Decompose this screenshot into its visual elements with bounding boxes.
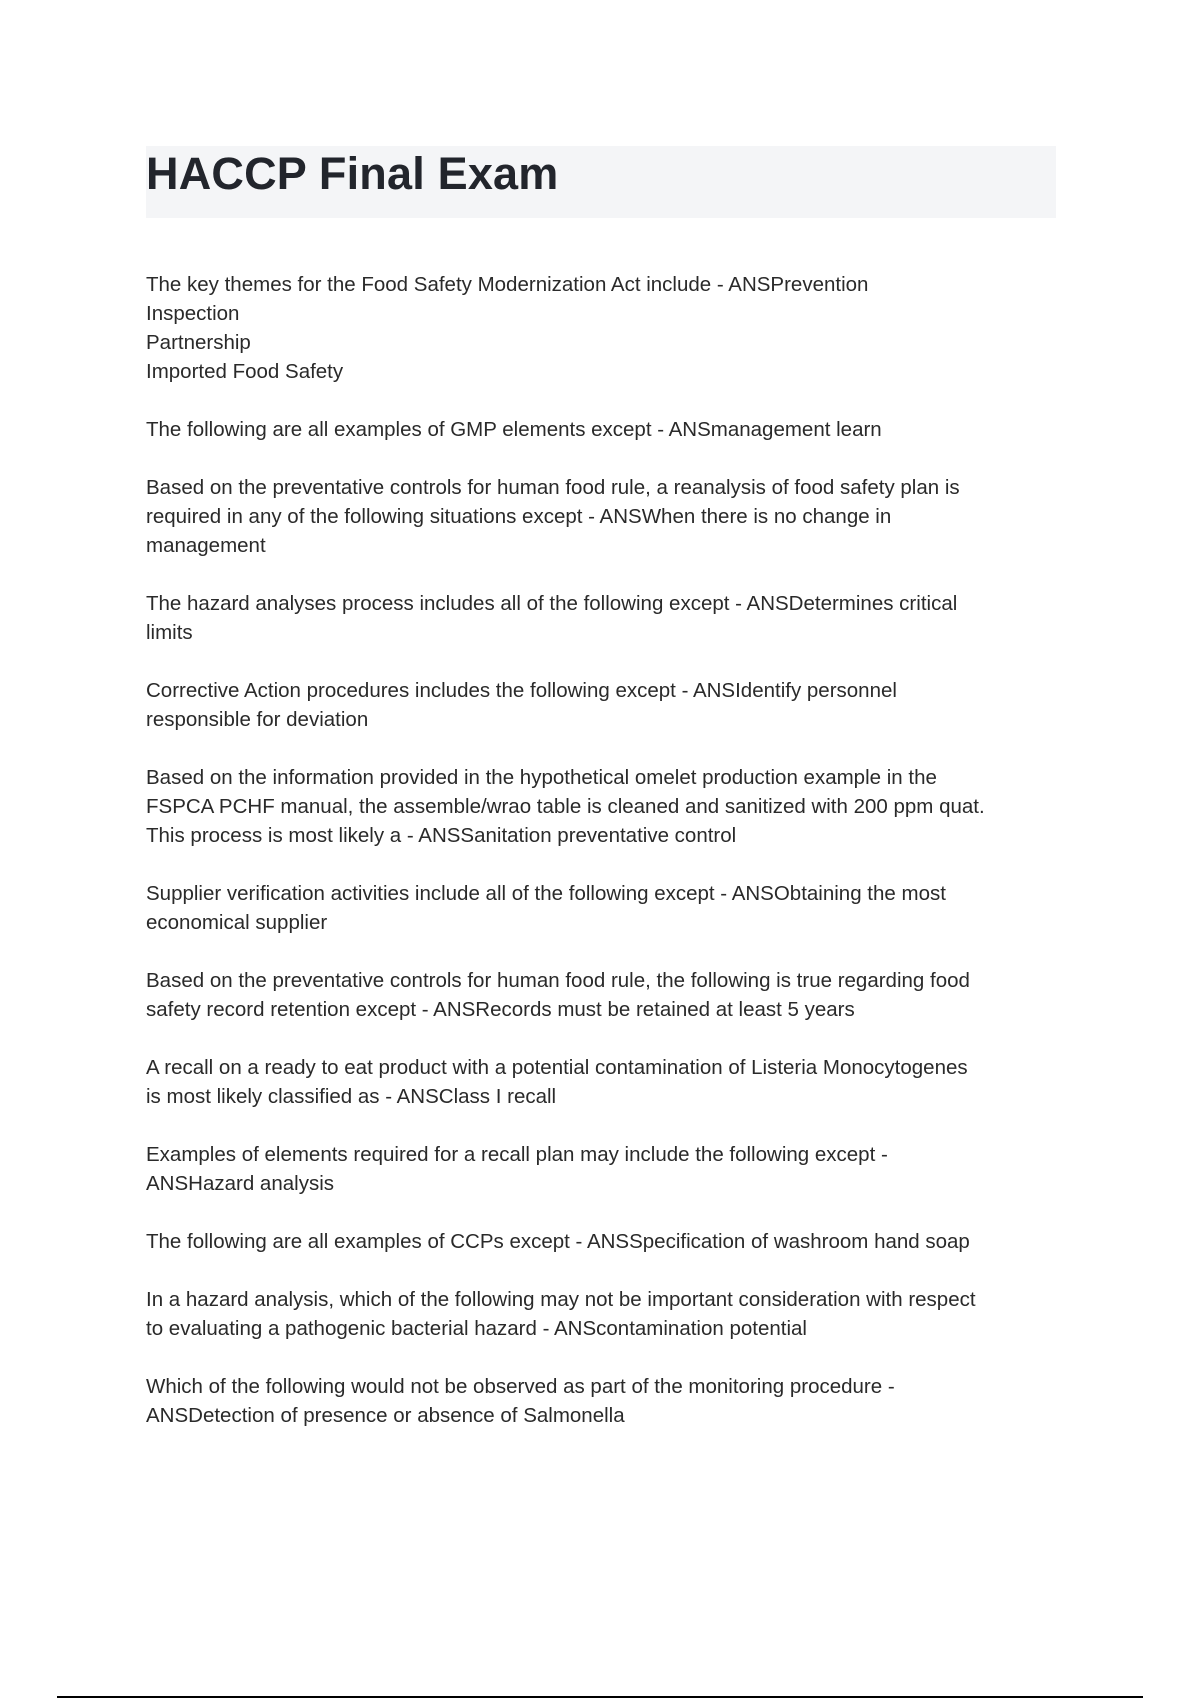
qa-line: safety record retention except - ANSRecords must be retained at least 5 years xyxy=(146,998,855,1021)
qa-item xyxy=(146,473,1066,560)
qa-line: limits xyxy=(146,621,193,644)
qa-line: Based on the preventative controls for human food rule, the following is true regarding food xyxy=(146,969,970,992)
qa-item xyxy=(146,1053,1066,1111)
qa-line: Supplier verification activities include all of the following except - ANSObtaining the most xyxy=(146,882,946,905)
qa-line: This process is most likely a - ANSSanitation preventative control xyxy=(146,824,737,847)
qa-item xyxy=(146,966,1066,1024)
qa-line: Imported Food Safety xyxy=(146,360,344,383)
qa-line: FSPCA PCHF manual, the assemble/wrao table is cleaned and sanitized with 200 ppm quat. xyxy=(146,795,985,818)
qa-item xyxy=(146,1285,1066,1343)
qa-item xyxy=(146,589,1066,647)
qa-item xyxy=(146,1227,1066,1256)
qa-line: Examples of elements required for a recall plan may include the following except - xyxy=(146,1143,888,1166)
qa-item xyxy=(146,1372,1066,1430)
qa-line: Which of the following would not be observed as part of the monitoring procedure - xyxy=(146,1375,895,1398)
qa-line: Inspection xyxy=(146,302,240,325)
qa-item xyxy=(146,1140,1066,1198)
qa-line: responsible for deviation xyxy=(146,708,369,731)
qa-line: to evaluating a pathogenic bacterial hazard - ANScontamination potential xyxy=(146,1317,807,1340)
qa-line: A recall on a ready to eat product with a potential contamination of Listeria Monocytogenes xyxy=(146,1056,968,1079)
qa-line: economical supplier xyxy=(146,911,328,934)
qa-item xyxy=(146,879,1066,937)
qa-item xyxy=(146,676,1066,734)
qa-line: Based on the information provided in the hypothetical omelet production example in the xyxy=(146,766,937,789)
question-list xyxy=(146,270,1066,1459)
qa-line: ANSHazard analysis xyxy=(146,1172,334,1195)
qa-item xyxy=(146,763,1066,850)
qa-line: is most likely classified as - ANSClass I recall xyxy=(146,1085,557,1108)
footer-divider xyxy=(57,1696,1143,1698)
qa-item xyxy=(146,415,1066,444)
page-title: HACCP Final Exam xyxy=(146,148,559,199)
qa-line: The hazard analyses process includes all of the following except - ANSDetermines critical xyxy=(146,592,958,615)
qa-line: In a hazard analysis, which of the following may not be important consideration with respect xyxy=(146,1288,976,1311)
qa-line: Partnership xyxy=(146,331,251,354)
qa-line: required in any of the following situations except - ANSWhen there is no change in xyxy=(146,505,892,528)
qa-line: The following are all examples of GMP elements except - ANSmanagement learn xyxy=(146,418,882,441)
qa-line: management xyxy=(146,534,266,557)
qa-item xyxy=(146,270,1066,386)
qa-line: The key themes for the Food Safety Modernization Act include - ANSPrevention xyxy=(146,273,869,296)
qa-line: ANSDetection of presence or absence of Salmonella xyxy=(146,1404,625,1427)
qa-line: The following are all examples of CCPs except - ANSSpecification of washroom hand soap xyxy=(146,1230,970,1253)
qa-line: Corrective Action procedures includes the following except - ANSIdentify personnel xyxy=(146,679,897,702)
qa-line: Based on the preventative controls for human food rule, a reanalysis of food safety plan is xyxy=(146,476,960,499)
